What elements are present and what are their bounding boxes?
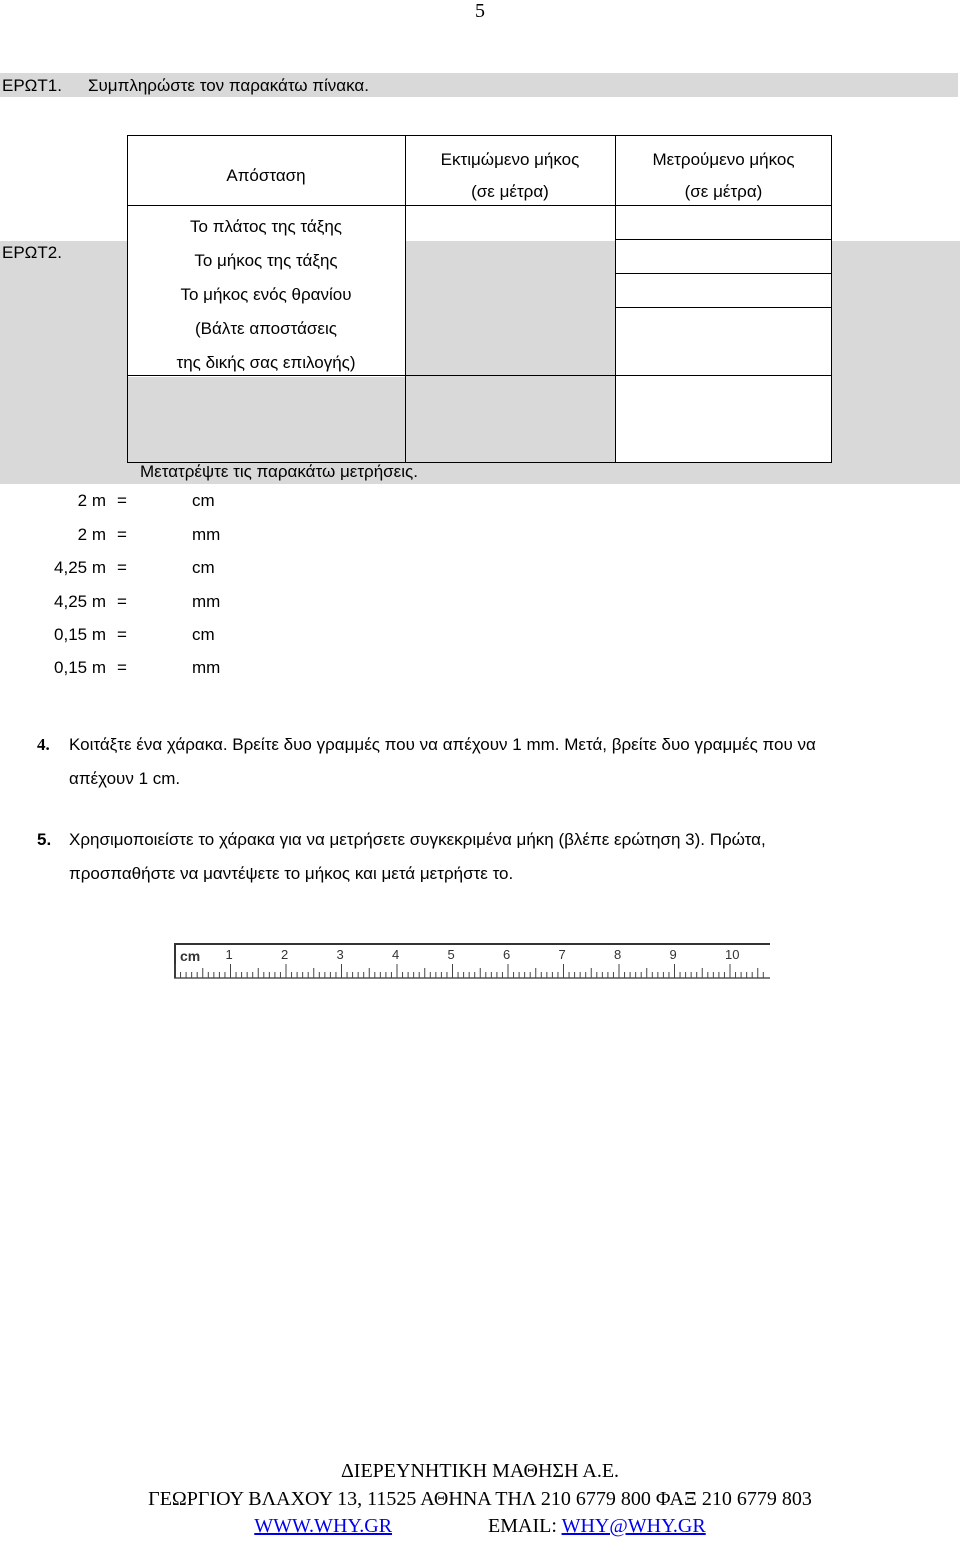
footer-email-link[interactable]: WHY@WHY.GR bbox=[561, 1515, 706, 1537]
ruler-number: 3 bbox=[336, 947, 344, 962]
ruler-number: 6 bbox=[503, 947, 511, 962]
row-desk-length: Το μήκος ενός θρανίου bbox=[180, 285, 352, 304]
question-4-line1: Κοιτάξτε ένα χάρακα. Βρείτε δυο γραμμές που να απέχουν 1 mm. Μετά, βρείτε δυο γραμμές που να bbox=[69, 735, 816, 754]
header-measured-line1: Μετρούμενο μήκος bbox=[652, 150, 795, 169]
question-1-label: ΕΡΩΤ1. bbox=[2, 76, 62, 95]
ruler-number: 1 bbox=[225, 947, 233, 962]
ruler-unit-label: cm bbox=[180, 948, 201, 964]
question-2-label: ΕΡΩΤ2. bbox=[2, 243, 62, 262]
row-custom-note-line2: της δικής σας επιλογής) bbox=[176, 353, 356, 372]
question-5-number: 5. bbox=[37, 830, 52, 849]
conversion-equals: = bbox=[117, 491, 127, 510]
ruler-number: 4 bbox=[392, 947, 400, 962]
ruler-number: 8 bbox=[614, 947, 622, 962]
distance-table bbox=[127, 135, 832, 463]
conversion-lhs: 0,15 m bbox=[54, 625, 106, 644]
question-1 bbox=[2, 76, 369, 96]
conversion-unit: cm bbox=[192, 491, 215, 510]
question-4-line2: απέχουν 1 cm. bbox=[69, 769, 181, 788]
footer-company: ΔΙΕΡΕΥΝΗΤΙΚΗ ΜΑΘΗΣΗ Α.Ε. bbox=[340, 1460, 620, 1482]
header-estimated-line2: (σε μέτρα) bbox=[471, 182, 549, 201]
row-class-width: Το πλάτος της τάξης bbox=[190, 217, 342, 236]
question-4 bbox=[37, 728, 937, 796]
page-number: 5 bbox=[475, 0, 485, 22]
conversion-lhs: 4,25 m bbox=[54, 558, 106, 577]
row-class-length: Το μήκος της τάξης bbox=[194, 251, 338, 270]
question-5-line1: Χρησιμοποιείστε το χάρακα για να μετρήσετε συγκεκριμένα μήκη (βλέπε ερώτηση 3). Πρώτα, bbox=[69, 830, 766, 849]
conversion-equals: = bbox=[117, 558, 127, 577]
ruler-image bbox=[174, 942, 770, 980]
question-5 bbox=[37, 823, 937, 891]
footer-address: ΓΕΩΡΓΙΟΥ ΒΛΑΧΟΥ 13, 11525 ΑΘΗΝΑ ΤΗΛ 210 6779 800 ΦΑΞ 210 6779 803 bbox=[148, 1488, 812, 1510]
conversion-unit: mm bbox=[192, 592, 221, 611]
header-measured-line2: (σε μέτρα) bbox=[684, 182, 763, 201]
conversions-title: Μετατρέψτε τις παρακάτω μετρήσεις. bbox=[140, 462, 418, 481]
ruler-number: 5 bbox=[447, 947, 455, 962]
conversion-lhs: 2 m bbox=[77, 525, 106, 544]
header-distance: Απόσταση bbox=[226, 166, 306, 185]
ruler-number: 7 bbox=[558, 947, 566, 962]
question-1-text: Συμπληρώστε τον παρακάτω πίνακα. bbox=[88, 76, 369, 95]
conversion-equals: = bbox=[117, 592, 127, 611]
ruler-number: 10 bbox=[725, 947, 740, 962]
conversion-lhs: 0,15 m bbox=[54, 658, 106, 677]
conversion-lhs: 4,25 m bbox=[54, 592, 106, 611]
ruler-number: 2 bbox=[281, 947, 289, 962]
conversion-equals: = bbox=[117, 658, 127, 677]
conversion-unit: mm bbox=[192, 525, 221, 544]
ruler-number: 9 bbox=[669, 947, 677, 962]
conversion-equals: = bbox=[117, 625, 127, 644]
conversion-unit: cm bbox=[192, 625, 215, 644]
row-custom-note-line1: (Βάλτε αποστάσεις bbox=[195, 319, 337, 338]
conversion-unit: cm bbox=[192, 558, 215, 577]
question-4-number: 4. bbox=[37, 735, 50, 754]
footer-contacts bbox=[0, 1515, 960, 1538]
conversion-unit: mm bbox=[192, 658, 221, 677]
question-5-line2: προσπαθήστε να μαντέψετε το μήκος και μετά μετρήστε το. bbox=[69, 864, 514, 883]
conversion-lhs: 2 m bbox=[77, 491, 106, 510]
header-estimated-line1: Εκτιμώμενο μήκος bbox=[440, 150, 580, 169]
conversion-equals: = bbox=[117, 525, 127, 544]
footer-email-label: EMAIL: bbox=[488, 1515, 557, 1537]
footer-website-link[interactable]: WWW.WHY.GR bbox=[254, 1515, 393, 1537]
ruler-graphic bbox=[174, 942, 770, 980]
